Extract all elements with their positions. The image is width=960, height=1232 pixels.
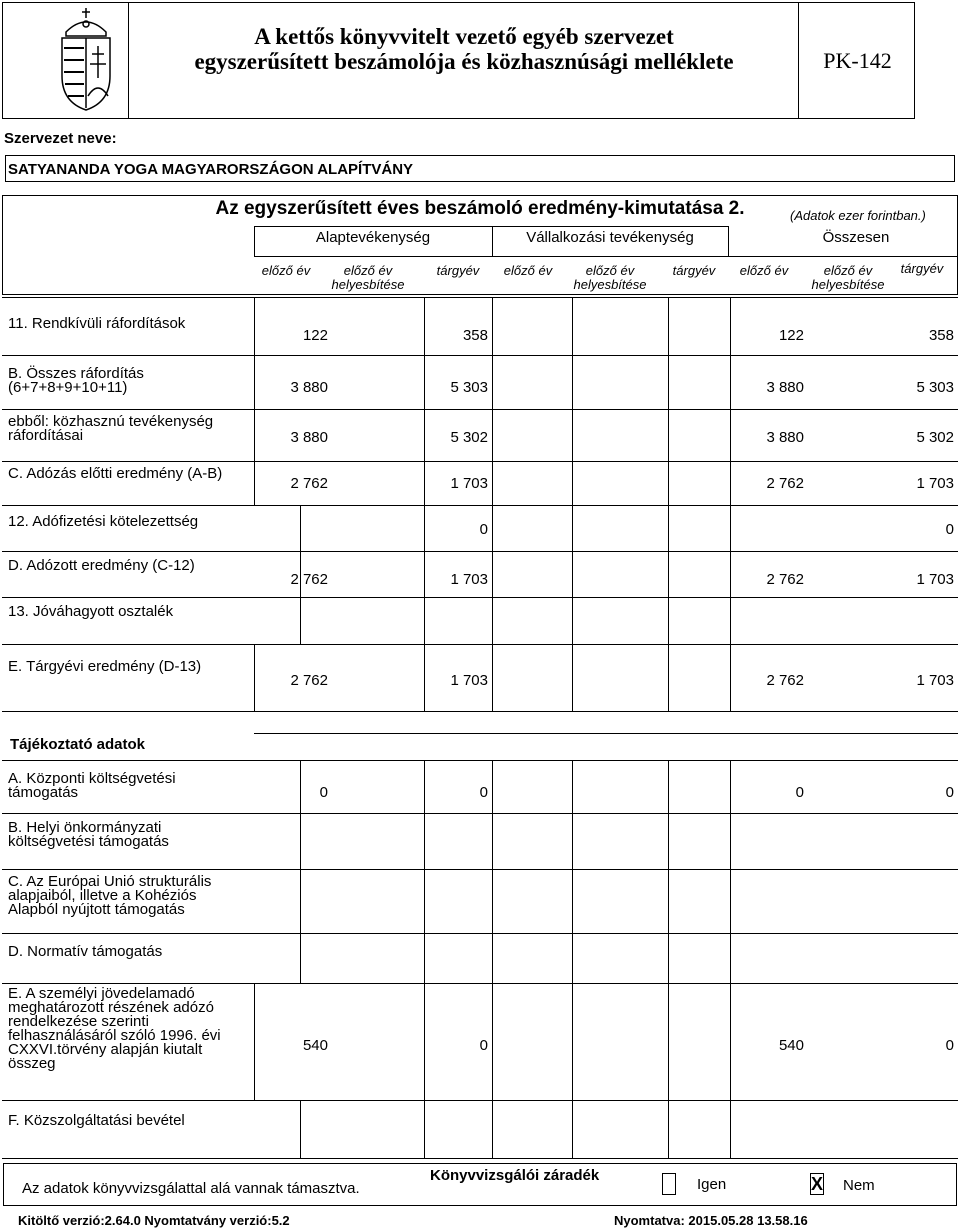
statement-row-alap-cur-value[interactable]: 358 (462, 327, 488, 344)
info-row-label: B. Helyi önkormányzati költségvetési támogatás (8, 819, 169, 850)
statement-row-divider (424, 297, 425, 355)
statement-row-ossz-cur-value[interactable]: 1 703 (916, 571, 954, 588)
group-vallalkozasi: Vállalkozási tevékenység (526, 229, 694, 246)
info-row-label: E. A személyi jövedelamadó meghatározott részének adózó rendelkezése szerinti felhasználásáról szóló 1996. évi CXXVI.törvény alapján kiutalt összeg (8, 985, 221, 1072)
statement-row-label: 12. Adófizetési kötelezettség (8, 513, 199, 530)
statement-row-label: C. Adózás előtti eredmény (A-B) (8, 465, 223, 482)
info-row-ossz-prev-value[interactable]: 540 (778, 1037, 804, 1054)
statement-row-ossz-prev-value[interactable]: 2 762 (766, 475, 804, 492)
info-row-ossz-prev-value[interactable]: 0 (795, 784, 804, 801)
info-row-divider (424, 1100, 425, 1158)
statement-row-alap-cur-value[interactable]: 0 (479, 521, 488, 538)
statement-row-alap-cur-value[interactable]: 1 703 (450, 571, 488, 588)
info-row-divider (300, 813, 301, 869)
statement-row-ossz-prev-value[interactable]: 3 880 (766, 379, 804, 396)
statement-row-ossz-cur-value[interactable]: 5 303 (916, 379, 954, 396)
info-row-alap-prev-value[interactable]: 0 (319, 784, 328, 801)
audit-no-mark: X (811, 1174, 824, 1194)
form-code: PK-142 (823, 48, 892, 73)
statement-title: Az egyszerűsített éves beszámoló eredmény-kimutatása 2. (215, 198, 745, 219)
statement-row-divider (424, 597, 425, 644)
statement-row-alap-prev-value[interactable]: 2 762 (290, 571, 328, 588)
audit-yes-checkbox[interactable] (662, 1173, 676, 1195)
statement-row-label: B. Összes ráfordítás (6+7+8+9+10+11) (8, 365, 144, 396)
statement-row-alap-cur-value[interactable]: 1 703 (450, 475, 488, 492)
col-vall-prev: előző év (503, 263, 553, 278)
audit-yes-label: Igen (697, 1176, 727, 1193)
statement-row-divider (730, 597, 731, 644)
info-row-label: F. Közszolgáltatási bevétel (8, 1112, 185, 1129)
info-row-label: A. Központi költségvetési támogatás (8, 770, 176, 801)
statement-row-label: ebből: közhasznú tevékenység ráfordításai (8, 413, 214, 444)
col-alap-cur: tárgyév (436, 263, 480, 278)
info-row-ossz-cur-value[interactable]: 0 (945, 1037, 954, 1054)
statement-row-alap-prev-value[interactable]: 122 (302, 327, 328, 344)
info-row-divider (730, 1100, 731, 1158)
statement-row-ossz-prev-value[interactable]: 122 (778, 327, 804, 344)
info-row-alap-cur-value[interactable]: 0 (479, 1037, 488, 1054)
info-row-divider (424, 813, 425, 869)
audit-no-label: Nem (843, 1177, 875, 1194)
info-row-label: C. Az Európai Unió strukturális alapjaiból, illetve a Kohéziós Alapból nyújtott támogatás (8, 873, 212, 918)
coat-of-arms-icon (52, 6, 120, 114)
statement-row-divider (254, 297, 255, 355)
info-row-alap-prev-value[interactable]: 540 (302, 1037, 328, 1054)
info-row-divider (730, 813, 731, 869)
audit-no-checkbox[interactable] (810, 1173, 824, 1195)
footer-printed: Nyomtatva: 2015.05.28 13.58.16 (614, 1213, 808, 1228)
col-ossz-prev: előző év (739, 263, 789, 278)
statement-row-label: 13. Jóváhagyott osztalék (8, 603, 174, 620)
statement-row-divider (730, 297, 731, 355)
info-row-label: D. Normatív támogatás (8, 943, 163, 960)
statement-row-ossz-prev-value[interactable]: 2 762 (766, 571, 804, 588)
statement-row-divider (300, 505, 301, 551)
statement-row-ossz-prev-value[interactable]: 3 880 (766, 429, 804, 446)
statement-row-divider (300, 597, 301, 644)
col-ossz-corr: előző év helyesbítése (811, 263, 885, 292)
statement-row-divider (730, 505, 731, 551)
info-row-alap-cur-value[interactable]: 0 (479, 784, 488, 801)
col-alap-prev: előző év (261, 263, 311, 278)
statement-row-alap-cur-value[interactable]: 1 703 (450, 672, 488, 689)
audit-title: Könyvvizsgálói záradék (430, 1167, 600, 1184)
statement-row-ossz-cur-value[interactable]: 5 302 (916, 429, 954, 446)
info-row-divider (300, 933, 301, 983)
statement-row-ossz-cur-value[interactable]: 1 703 (916, 475, 954, 492)
info-title: Tájékoztató adatok (10, 736, 146, 753)
audit-statement: Az adatok könyvvizsgálattal alá vannak támasztva. (22, 1180, 360, 1197)
info-row-divider (730, 869, 731, 933)
statement-row-alap-prev-value[interactable]: 2 762 (290, 475, 328, 492)
statement-row-alap-cur-value[interactable]: 5 302 (450, 429, 488, 446)
footer-version: Kitöltő verzió:2.64.0 Nyomtatvány verzió:5.2 (18, 1213, 290, 1228)
group-alaptevekenyseg: Alaptevékenység (315, 229, 431, 246)
col-vall-corr: előző év helyesbítése (573, 263, 647, 292)
statement-row-ossz-cur-value[interactable]: 358 (928, 327, 954, 344)
info-row-divider (300, 869, 301, 933)
col-ossz-cur: tárgyév (900, 261, 944, 276)
statement-row-ossz-cur-value[interactable]: 0 (945, 521, 954, 538)
info-row-divider (300, 1100, 301, 1158)
info-row-divider (424, 869, 425, 933)
statement-row-alap-prev-value[interactable]: 3 880 (290, 429, 328, 446)
statement-row-ossz-prev-value[interactable]: 2 762 (766, 672, 804, 689)
form-title-line2: egyszerűsített beszámolója és közhasznúsági melléklete (194, 49, 734, 74)
org-name-label: Szervezet neve: (4, 130, 117, 147)
statement-row-ossz-cur-value[interactable]: 1 703 (916, 672, 954, 689)
statement-row-alap-cur-value[interactable]: 5 303 (450, 379, 488, 396)
org-name-value: SATYANANDA YOGA MAGYARORSZÁGON ALAPÍTVÁNY (8, 161, 414, 178)
group-osszesen: Összesen (822, 229, 890, 246)
form-title-line1: A kettős könyvvitelt vezető egyéb szervezet (254, 24, 674, 49)
info-row-ossz-cur-value[interactable]: 0 (945, 784, 954, 801)
info-row-divider (424, 933, 425, 983)
statement-row-label: E. Tárgyévi eredmény (D-13) (8, 658, 202, 675)
units-note: (Adatok ezer forintban.) (790, 208, 926, 223)
statement-row-alap-prev-value[interactable]: 3 880 (290, 379, 328, 396)
col-vall-cur: tárgyév (672, 263, 716, 278)
statement-row-alap-prev-value[interactable]: 2 762 (290, 672, 328, 689)
statement-row-label: D. Adózott eredmény (C-12) (8, 557, 195, 574)
info-row-divider (730, 933, 731, 983)
col-alap-corr: előző év helyesbítése (331, 263, 405, 292)
statement-row-label: 11. Rendkívüli ráfordítások (8, 315, 186, 332)
